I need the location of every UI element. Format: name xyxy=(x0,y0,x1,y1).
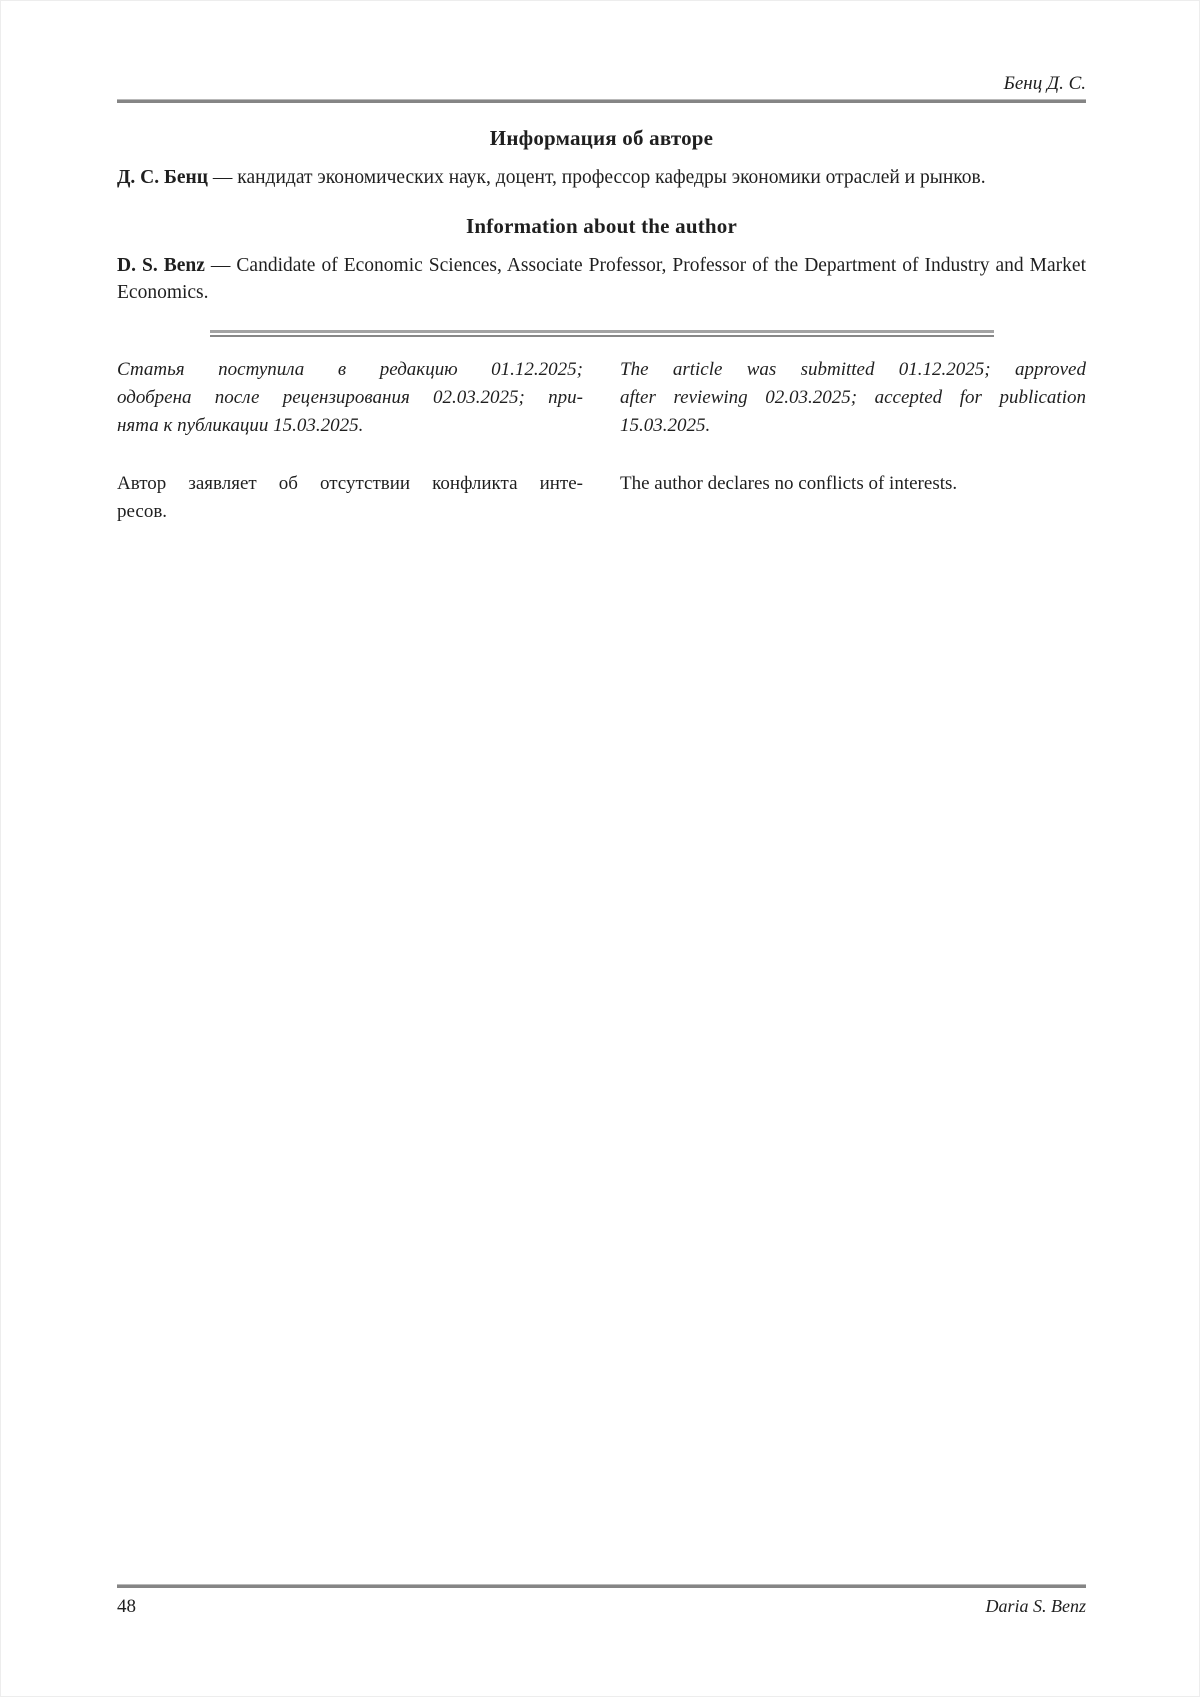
footer-rule xyxy=(117,1584,1086,1588)
header-rule xyxy=(117,99,1086,103)
page-number: 48 xyxy=(117,1596,136,1617)
conflict-statement-ru xyxy=(117,470,583,526)
text-line: нята к публикации 15.03.2025. xyxy=(117,415,364,436)
section-divider xyxy=(210,330,994,337)
author-description-ru: — кандидат экономических наук, доцент, профессор кафедры экономики отраслей и рынков. xyxy=(208,166,986,188)
footer xyxy=(117,1593,1086,1620)
text-line: одобрена после рецензирования 02.03.2025; при- xyxy=(117,387,583,408)
text-line: The author declares no conflicts of interests. xyxy=(620,473,958,494)
author-paragraph-en xyxy=(117,252,1086,306)
text-line: Статья поступила в редакцию 01.12.2025; xyxy=(117,359,583,380)
text-line: 15.03.2025. xyxy=(620,415,711,436)
text-line: ресов. xyxy=(117,501,168,522)
conflict-statement-en xyxy=(620,470,1086,498)
author-name-en: D. S. Benz xyxy=(117,254,205,276)
author-paragraph-ru xyxy=(117,164,1086,191)
text-line: after reviewing 02.03.2025; accepted for publication xyxy=(620,387,1086,408)
column-en xyxy=(620,356,1086,526)
section-heading-ru: Информация об авторе xyxy=(489,126,714,151)
submission-history-en xyxy=(620,356,1086,440)
column-ru xyxy=(117,356,583,526)
text-line: The article was submitted 01.12.2025; approved xyxy=(620,359,1086,380)
divider-line-top xyxy=(210,330,994,333)
author-description-en: — Candidate of Economic Sciences, Associate Professor, Professor of the Department of Industry and Market Economics. xyxy=(117,254,1086,303)
text-line: Автор заявляет об отсутствии конфликта инте- xyxy=(117,473,583,494)
footer-author-name: Daria S. Benz xyxy=(985,1596,1086,1616)
divider-line-bottom xyxy=(210,335,994,338)
submission-history-ru xyxy=(117,356,583,440)
author-name-ru: Д. С. Бенц xyxy=(117,166,209,188)
section-heading-en: Information about the author xyxy=(465,214,738,239)
two-column-notes xyxy=(117,356,1086,526)
running-head-author: Бенц Д. С. xyxy=(1003,73,1086,94)
